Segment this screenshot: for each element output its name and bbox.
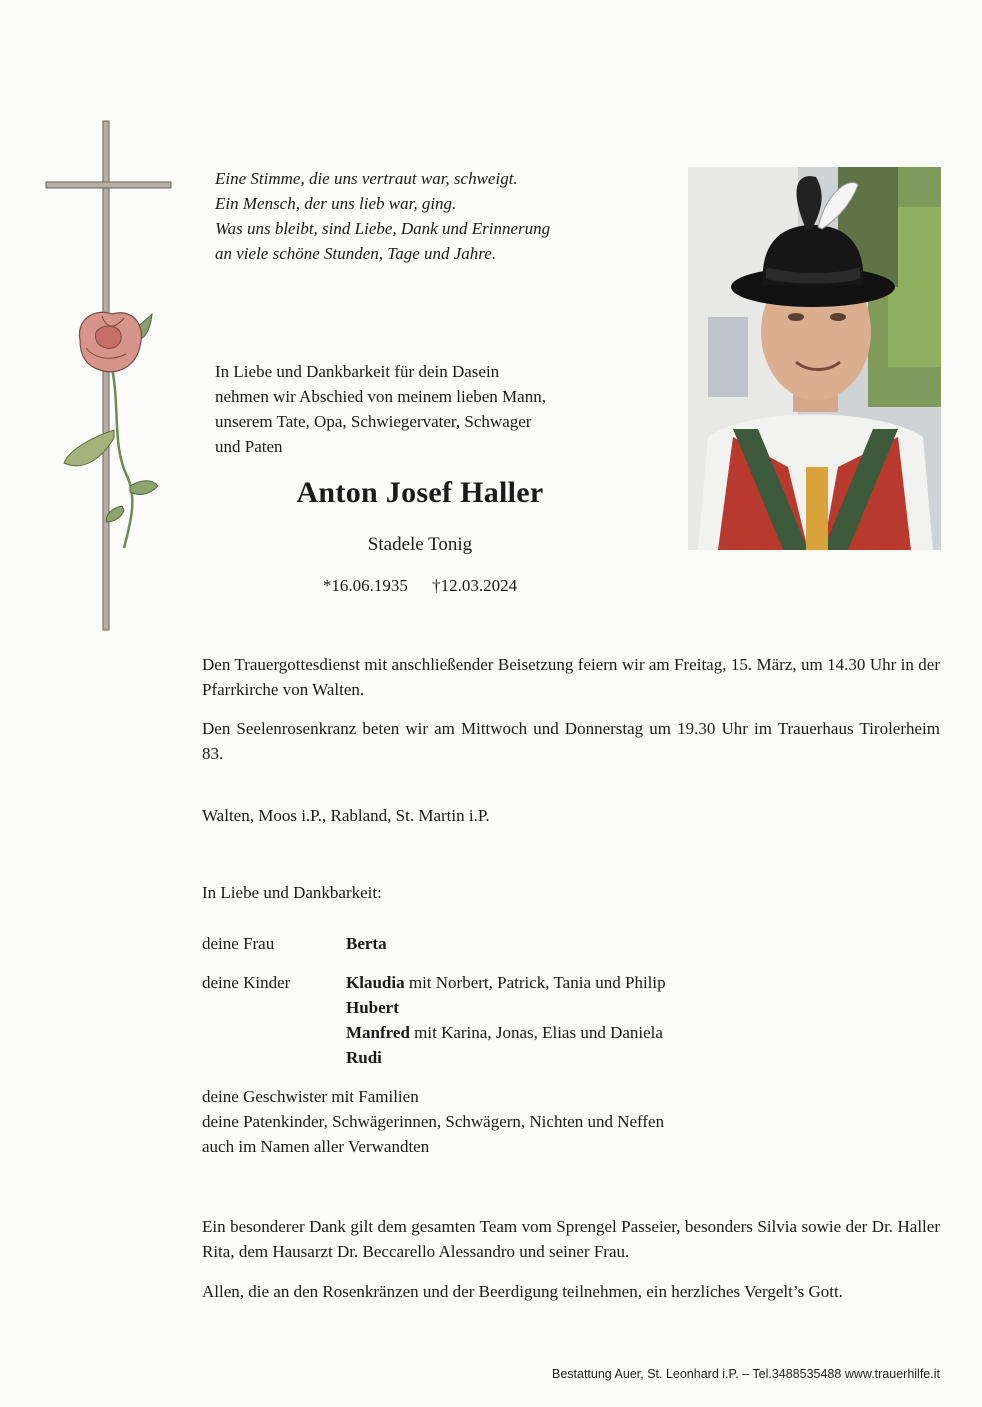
intro-line: unserem Tate, Opa, Schwiegervater, Schwager (215, 412, 532, 431)
special-thanks: Ein besonderer Dank gilt dem gesamten Team vom Sprengel Passeier, besonders Silvia sowie der Dr. Haller Rita, dem Hausarzt Dr. Beccarello Alessandro und seiner Frau. (202, 1217, 940, 1261)
child-name: Hubert (346, 998, 399, 1017)
portrait-photo (688, 167, 941, 550)
deceased-name: Anton Josef Haller (296, 476, 544, 509)
child-family: mit Norbert, Patrick, Tania und Philip (404, 973, 666, 992)
cross-with-rose-icon (40, 118, 180, 634)
poem-line: an viele schöne Stunden, Tage und Jahre. (215, 244, 497, 263)
child-entry (346, 998, 399, 1018)
child-entry (346, 973, 666, 993)
intro-line: In Liebe und Dankbarkeit für dein Dasein (215, 362, 500, 381)
child-name: Rudi (346, 1048, 382, 1067)
wife-name-bold: Berta (346, 934, 387, 953)
birth-date: *16.06.1935 (322, 576, 408, 595)
relatives-line: deine Patenkinder, Schwägerinnen, Schwägern, Nichten und Neffen (202, 1112, 665, 1131)
funeral-info: Den Trauergottesdienst mit anschließender Beisetzung feiern wir am Freitag, 15. März, um 14.30 Uhr in der Pfarrkirche von Walten. (202, 655, 940, 699)
memorial-poem (215, 166, 655, 266)
farewell-intro (215, 359, 635, 459)
relatives-line: deine Geschwister mit Familien (202, 1087, 419, 1106)
closing-line: In Liebe und Dankbarkeit: (202, 883, 382, 902)
child-entry (346, 1023, 663, 1043)
relatives-line: auch im Namen aller Verwandten (202, 1137, 430, 1156)
life-dates (190, 576, 650, 596)
funeral-home-footer: Bestattung Auer, St. Leonhard i.P. – Tel.3488535488 www.trauerhilfe.it (551, 1367, 940, 1381)
wife-name (346, 934, 387, 954)
child-entry (346, 1048, 382, 1068)
child-family: mit Karina, Jonas, Elias und Daniela (409, 1023, 663, 1042)
poem-line: Eine Stimme, die uns vertraut war, schweigt. (215, 169, 518, 188)
rosary-info: Den Seelenrosenkranz beten wir am Mittwoch und Donnerstag um 19.30 Uhr im Trauerhaus Tirolerheim 83. (202, 719, 940, 763)
intro-line: und Paten (215, 437, 283, 456)
deceased-nickname: Stadele Tonig (367, 534, 473, 555)
child-name: Manfred (346, 1023, 410, 1042)
wife-label: deine Frau (202, 934, 275, 953)
children-label: deine Kinder (202, 973, 291, 992)
vergelts-gott: Allen, die an den Rosenkränzen und der Beerdigung teilnehmen, ein herzliches Vergelt’s Gott. (202, 1282, 843, 1301)
death-date: †12.03.2024 (432, 576, 518, 595)
poem-line: Ein Mensch, der uns lieb war, ging. (215, 194, 457, 213)
intro-line: nehmen wir Abschied von meinem lieben Mann, (215, 387, 546, 406)
child-name: Klaudia (346, 973, 405, 992)
poem-line: Was uns bleibt, sind Liebe, Dank und Erinnerung (215, 219, 551, 238)
places: Walten, Moos i.P., Rabland, St. Martin i.P. (202, 806, 490, 825)
